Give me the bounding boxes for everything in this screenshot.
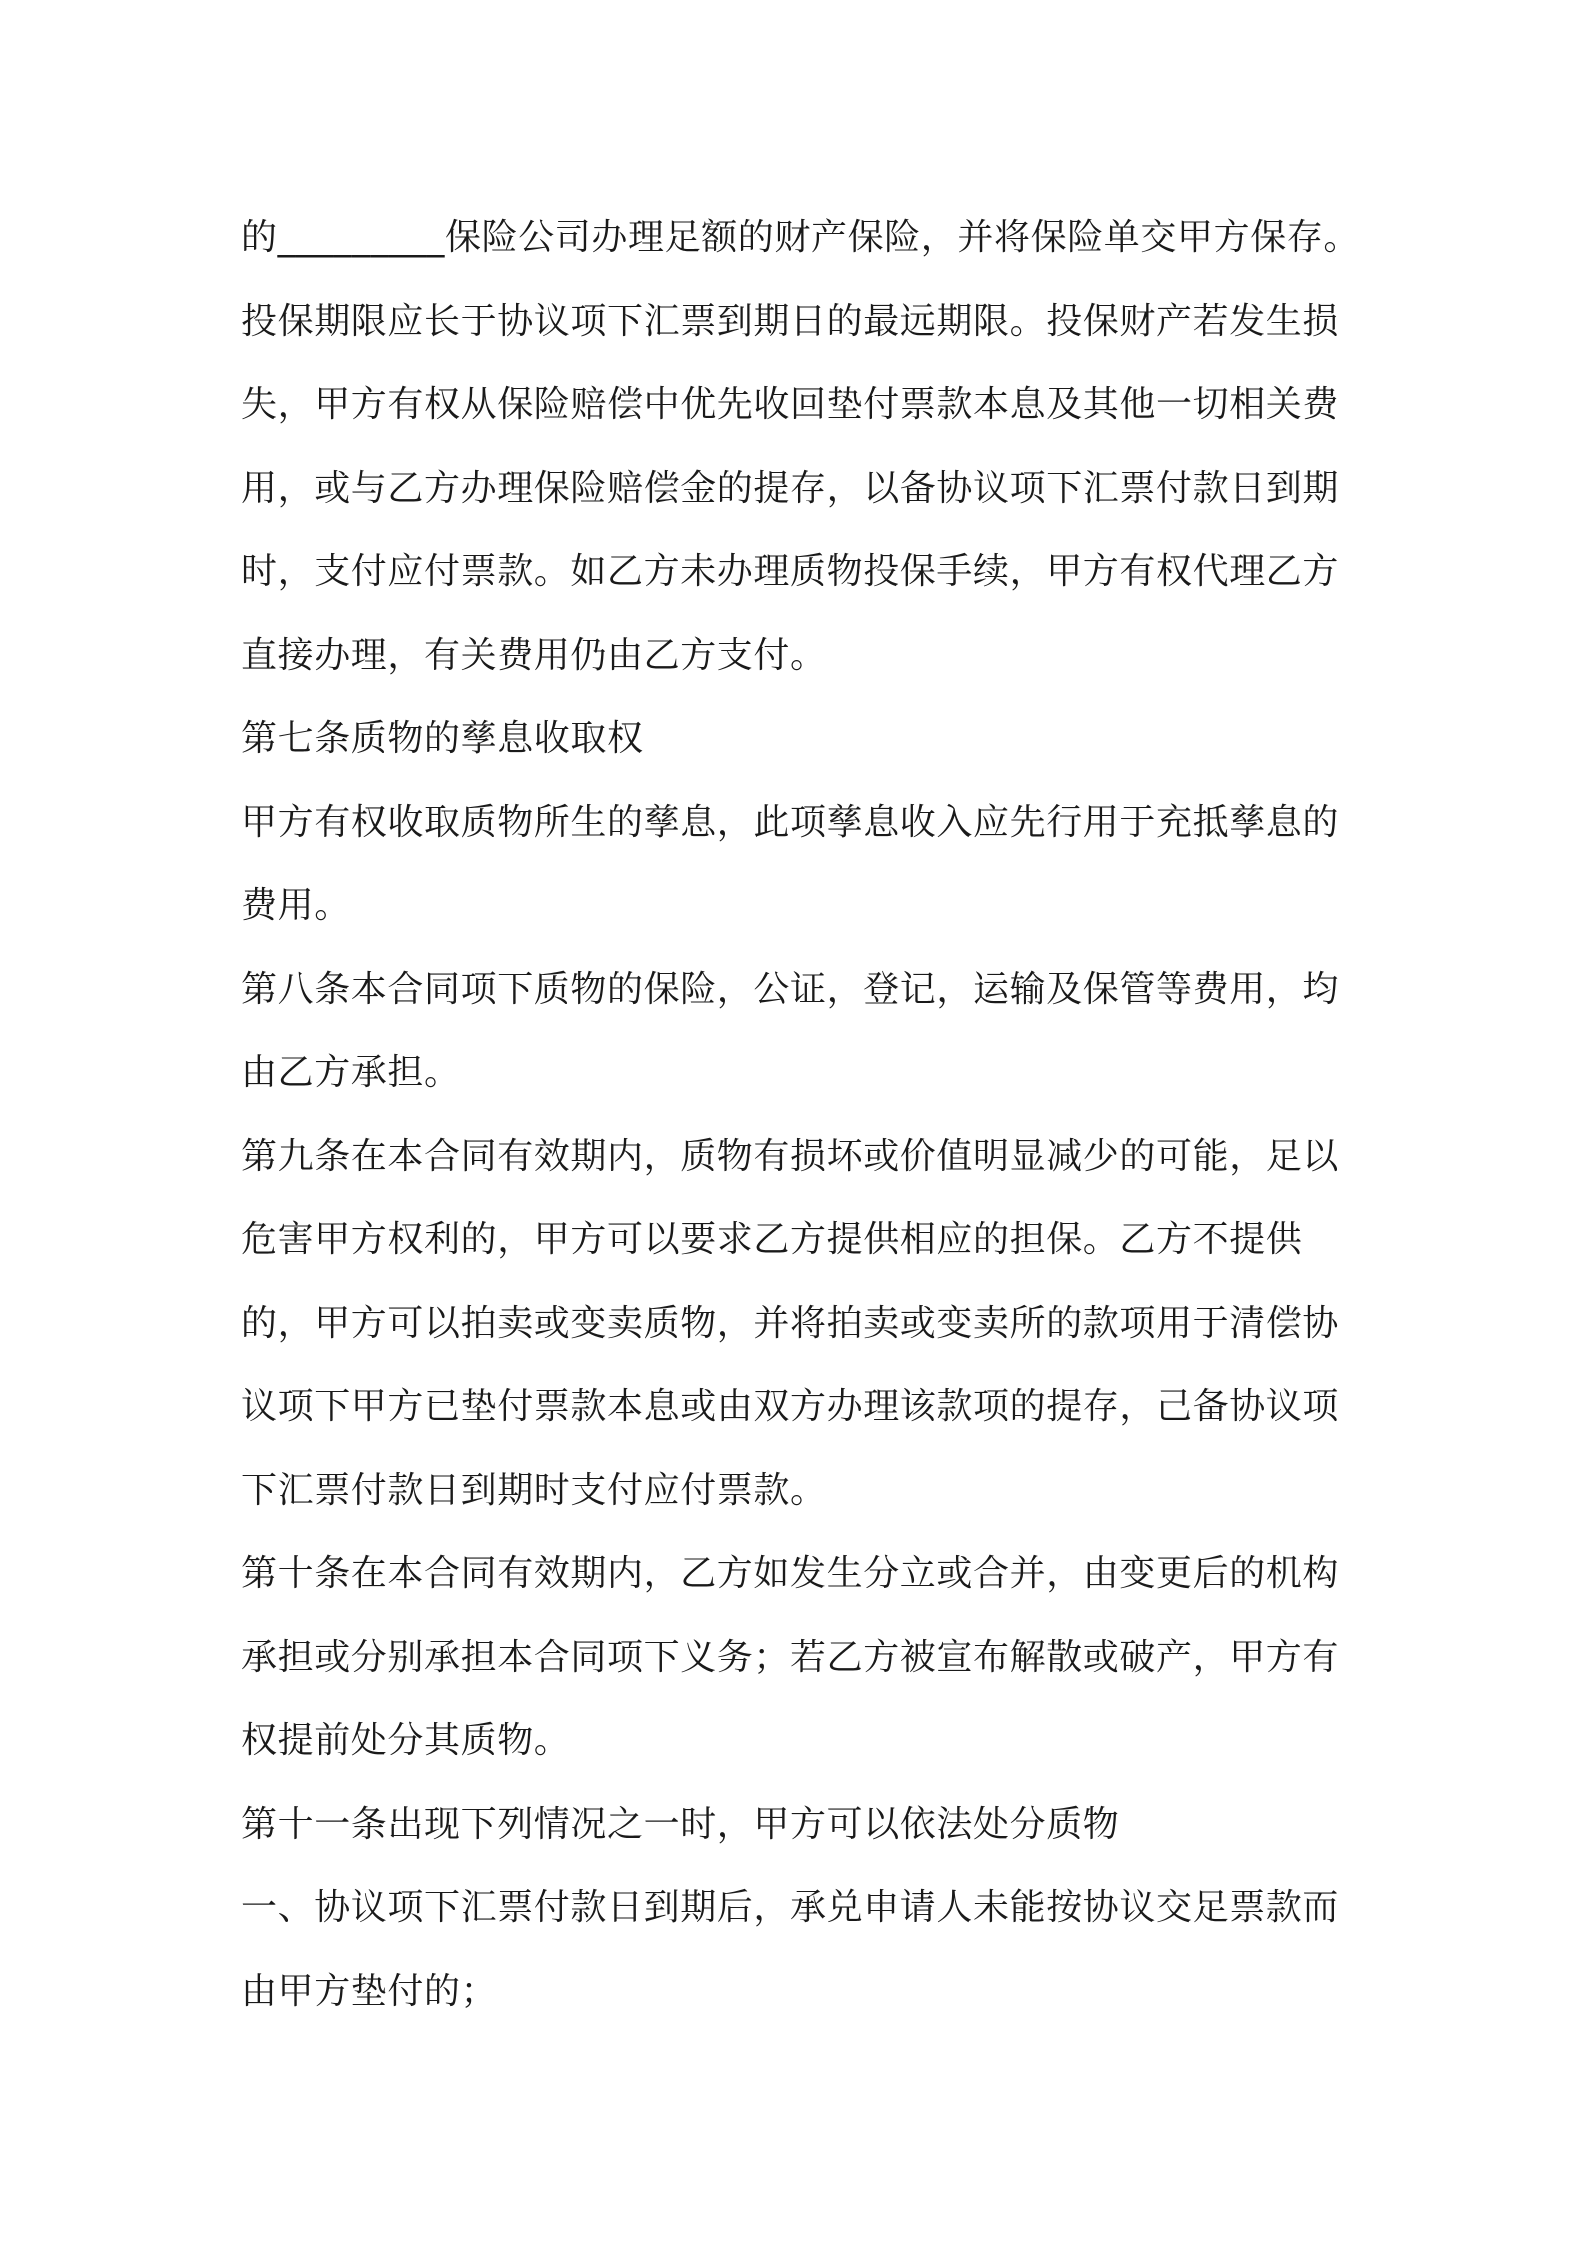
article-7-heading: 第七条质物的孳息收取权 [241,718,644,759]
document-body [241,196,1361,2033]
paragraph-article-10: 第十条在本合同有效期内，乙方如发生分立或合并，由变更后的机构承担或分别承担本合同项下义务；若乙方被宣布解散或破产，甲方有权提前处分其质物。 [241,1553,1340,1761]
paragraph-article-8: 第八条本合同项下质物的保险，公证，登记，运输及保管等费用，均由乙方承担。 [241,968,1340,1093]
paragraph-article-9: 第九条在本合同有效期内，质物有损坏或价值明显减少的可能，足以危害甲方权利的，甲方可以要求乙方提供相应的担保。乙方不提供的，甲方可以拍卖或变卖质物，并将拍卖或变卖所的款项用于清偿协议项下甲方已垫付票款本息或由双方办理该款项的提存，己备协议项下汇票付款日到期时支付应付票款。 [241,1135,1340,1511]
article-11-heading: 第十一条出现下列情况之一时，甲方可以依法处分质物 [241,1803,1120,1845]
paragraph-article-11-item-1: 一、协议项下汇票付款日到期后，承兑申请人未能按协议交足票款而由甲方垫付的； [241,1887,1340,2012]
paragraph-insurance: 的_________保险公司办理足额的财产保险，并将保险单交甲方保存。投保期限应长于协议项下汇票到期日的最远期限。投保财产若发生损失，甲方有权从保险赔偿中优先收回垫付票款本息及其他一切相关费用，或与乙方办理保险赔偿金的提存，以备协议项下汇票付款日到期时，支付应付票款。如乙方未办理质物投保手续，甲方有权代理乙方直接办理，有关费用仍由乙方支付。 [241,217,1360,676]
paragraph-article-7: 甲方有权收取质物所生的孳息，此项孳息收入应先行用于充抵孳息的费用。 [241,801,1340,926]
